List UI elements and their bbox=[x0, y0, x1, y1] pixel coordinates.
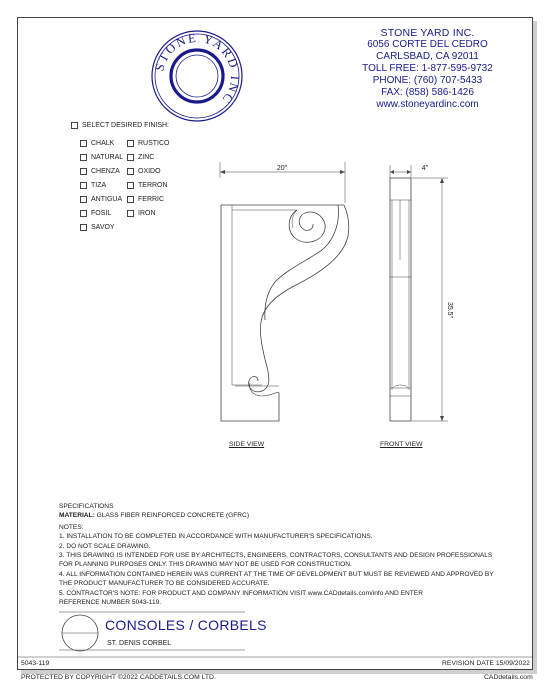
finish-title: SELECT DESIRED FINISH: bbox=[82, 122, 170, 129]
logo-ring-text: STONE YARD INC bbox=[152, 30, 243, 108]
finish-label: CHENZA bbox=[91, 168, 120, 175]
finish-label: ANTIGUA bbox=[91, 196, 123, 203]
finish-label: FERRIC bbox=[138, 196, 165, 203]
material-line bbox=[59, 511, 494, 520]
material-value: GLASS FIBER REINFORCED CONCRETE (GFRC) bbox=[94, 512, 250, 520]
company-fax: FAX: (858) 586-1426 bbox=[381, 87, 474, 98]
note-line: 1. INSTALLATION TO BE COMPLETED IN ACCORDANCE WITH MANUFACTURER'S SPECIFICATIONS. bbox=[59, 533, 373, 541]
height-dimension: 35.5" bbox=[446, 301, 453, 319]
finish-label: FOSIL bbox=[91, 210, 112, 217]
notes-heading: NOTES: bbox=[59, 523, 84, 531]
side-view-label: SIDE VIEW bbox=[229, 441, 265, 448]
caddetails-brand[interactable]: CADdetails.com bbox=[484, 674, 533, 681]
company-address2: CARLSBAD, CA 92011 bbox=[376, 51, 479, 62]
company-web[interactable]: www.stoneyardinc.com bbox=[376, 99, 479, 110]
front-width-dimension: 4" bbox=[421, 165, 429, 172]
finish-label: SAVOY bbox=[91, 224, 115, 231]
material-label: MATERIAL: bbox=[59, 512, 95, 520]
finish-label: RUSTICO bbox=[138, 140, 170, 147]
finish-label: TERRON bbox=[138, 182, 168, 189]
company-phone: PHONE: (760) 707-5433 bbox=[372, 75, 483, 86]
finish-label: TIZA bbox=[91, 182, 107, 189]
specifications-heading: SPECIFICATIONS bbox=[59, 503, 114, 510]
note-line: 3. THIS DRAWING IS INTENDED FOR USE BY ARCHITECTS, ENGINEERS, CONTRACTORS, CONSULTANTS AND DESIGN PROFESSIONALS bbox=[59, 552, 493, 560]
company-name: STONE YARD INC. bbox=[380, 27, 475, 39]
copyright-notice: PROTECTED BY COPYRIGHT ©2022 CADDETAILS.COM LTD. bbox=[21, 674, 216, 681]
note-line: 2. DO NOT SCALE DRAWING. bbox=[59, 542, 151, 550]
finish-label: NATURAL bbox=[91, 154, 124, 161]
finish-label: ZINC bbox=[138, 154, 155, 161]
reference-number: 5043-119 bbox=[21, 660, 50, 667]
revision-date: REVISION DATE 15/09/2022 bbox=[442, 660, 530, 667]
note-line: THE PRODUCT MANUFACTURER TO BE CONSIDERED ACCURATE. bbox=[59, 580, 270, 588]
front-view-label: FRONT VIEW bbox=[380, 441, 423, 448]
side-width-dimension: 20" bbox=[276, 165, 288, 172]
specifications-block bbox=[59, 502, 494, 607]
note-line: REFERENCE NUMBER 5043-119. bbox=[59, 599, 162, 607]
finish-label: OXIDO bbox=[138, 168, 161, 175]
drawing-title: CONSOLES / CORBELS bbox=[105, 617, 267, 633]
company-address1: 6056 CORTE DEL CEDRO bbox=[367, 39, 488, 50]
note-line: 5. CONTRACTOR'S NOTE: FOR PRODUCT AND COMPANY INFORMATION VISIT www.CADdetails.com/info AND ENTER bbox=[59, 589, 423, 597]
note-line: FOR PLANNING PURPOSES ONLY. THIS DRAWING MAY NOT BE USED FOR CONSTRUCTION. bbox=[59, 561, 352, 569]
finish-label: CHALK bbox=[91, 140, 115, 147]
note-line: 4. ALL INFORMATION CONTAINED HEREIN WAS CURRENT AT THE TIME OF DEVELOPMENT BUT MUST BE REVIEWED AND APPROVED BY bbox=[59, 570, 494, 578]
drawing-subtitle: ST. DENIS CORBEL bbox=[107, 640, 172, 647]
finish-label: IRON bbox=[138, 210, 156, 217]
company-tollfree: TOLL FREE: 1-877-595-9732 bbox=[362, 63, 493, 74]
